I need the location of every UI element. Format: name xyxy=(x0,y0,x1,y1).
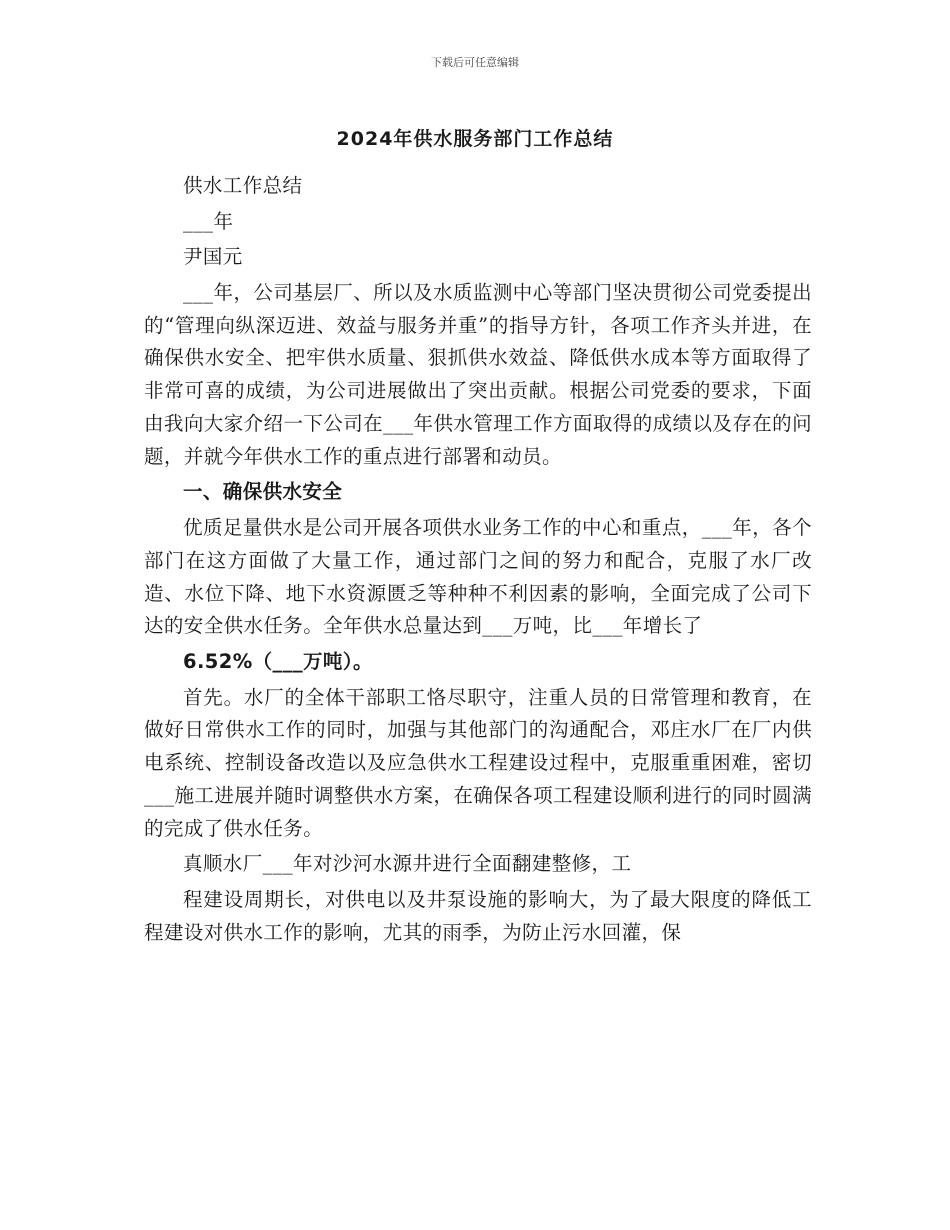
paragraph-subtitle: 供水工作总结 xyxy=(183,174,303,197)
paragraph-author: 尹国元 xyxy=(183,245,243,269)
paragraph-year: ___年 xyxy=(183,209,234,233)
paragraph-growth-rate: 6.52%（___万吨）。 xyxy=(183,649,373,673)
paragraph-intro: ___年，公司基层厂、所以及水质监测中心等部门坚决贯彻公司党委提出的“管理向纵深迈进、效益与服务并重”的指导方针，各项工作齐头并进，在确保供水安全、把牢供水质量、狠抓供水效益、降低供水成本等方面取得了非常可喜的成绩，为公司进展做出了突出贡献。根据公司党委的要求，下面由我向大家介绍一下公司在___年供水管理工作方面取得的成绩以及存在的问题，并就今年供水工作的重点进行部署和动员。 xyxy=(144,280,812,468)
section-heading-1: 一、确保供水安全 xyxy=(183,480,343,504)
paragraph-first: 首先。水厂的全体干部职工恪尽职守，注重人员的日常管理和教育，在做好日常供水工作的同时，加强与其他部门的沟通配合，邓庄水厂在厂内供电系统、控制设备改造以及应急供水工程建设过程中，克服重重困难，密切___施工进展并随时调整供水方案，在确保各项工程建设顺利进行的同时圆满的完成了供水任务。 xyxy=(144,685,812,840)
paragraph-supply-safety: 优质足量供水是公司开展各项供水业务工作的中心和重点，___年，各个部门在这方面做了大量工作，通过部门之间的努力和配合，克服了水厂改造、水位下降、地下水资源匮乏等种种不利因素的影响，全面完成了公司下达的安全供水任务。全年供水总量达到___万吨，比___年增长了 xyxy=(144,515,812,638)
document-body xyxy=(144,170,812,952)
document-title: 2024年供水服务部门工作总结 xyxy=(336,128,614,150)
paragraph-construction: 程建设周期长，对供电以及井泵设施的影响大，为了最大限度的降低工程建设对供水工作的影响，尤其的雨季，为防止污水回灌，保 xyxy=(144,887,812,944)
header-note: 下载后可任意编辑 xyxy=(431,56,519,69)
paragraph-zhenshun: 真顺水厂___年对沙河水源井进行全面翻建整修，工 xyxy=(183,852,632,876)
